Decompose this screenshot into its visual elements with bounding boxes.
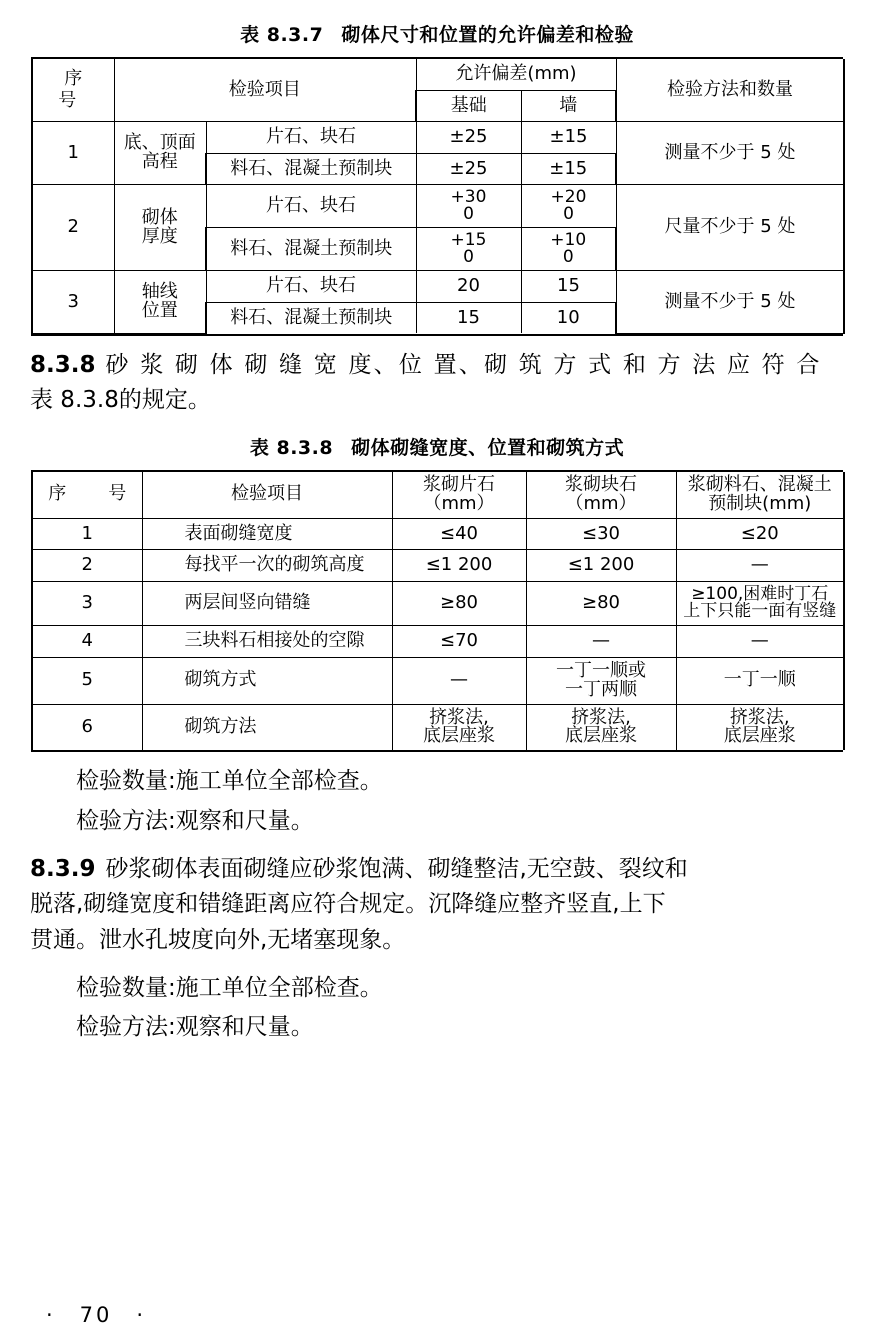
table-838-row5-c4-line2: 一丁两顺: [565, 678, 637, 700]
table-838-header-col4-line2: （mm）: [565, 492, 637, 514]
table-837-row1a-wall: ±15: [521, 122, 616, 154]
table-838-row5-c4-line1: 一丁一顺或: [556, 659, 646, 681]
table-837-row3a-wall: 15: [521, 271, 616, 303]
table-row: [32, 59, 844, 90]
notes-838-method: 检验方法:观察和尺量。: [76, 807, 314, 834]
table-837-row1-method: 测量不少于 5 处: [616, 122, 844, 185]
table-838-row4-seq: 4: [32, 626, 142, 658]
table-837-row2b-base: [416, 228, 521, 271]
table-row: [32, 550, 844, 582]
table-837-row1-group-line2: 高程: [141, 151, 178, 172]
table-837-row1a-item: 片石、块石: [206, 122, 416, 154]
table-837-row2b-base-bottom: 0: [463, 247, 474, 267]
table-837-row1b-wall: ±15: [521, 153, 616, 185]
table-837-row1b-item: 料石、混凝土预制块: [206, 153, 416, 185]
table-838-row4-c3: ≤70: [392, 626, 526, 658]
table-837-row2a-base: [416, 185, 521, 228]
page-number: · 70 ·: [46, 1303, 147, 1327]
table-838-row3-c5: [676, 581, 844, 626]
table-837-row1-seq: 1: [32, 122, 114, 185]
table-838-row2-c4: ≤1 200: [526, 550, 676, 582]
table-837-row2-seq: 2: [32, 185, 114, 271]
table-837-row2a-base-top: +30: [450, 187, 487, 207]
table-838-row6-c5: [676, 704, 844, 750]
table-837-row2-group: [114, 185, 206, 271]
clause-839: [30, 852, 844, 959]
table-837-header-seq-label: 序 号: [58, 67, 125, 111]
table-837-caption-text: 砌体尺寸和位置的允许偏差和检验: [341, 24, 634, 46]
table-837-header-base: 基础: [416, 90, 521, 122]
table-837-caption-number: 表 8.3.7: [240, 24, 324, 46]
table-838-row5-seq: 5: [32, 657, 142, 704]
table-row: [32, 704, 844, 750]
table-837-row2a-base-bottom: 0: [463, 204, 474, 224]
table-837-row2a-wall-bottom: 0: [563, 204, 574, 224]
clause-839-line3: 贯通。泄水孔坡度向外,无堵塞现象。: [30, 926, 406, 953]
table-838-row2-item: 每找平一次的砌筑高度: [142, 550, 392, 582]
table-837: [31, 59, 845, 334]
table-837-row1b-base: ±25: [416, 153, 521, 185]
table-838-row5-c4: [526, 657, 676, 704]
table-837-row2b-base-top: +15: [450, 230, 487, 250]
table-837-row2b-wall: [521, 228, 616, 271]
table-838-header-col4-line1: 浆砌块石: [565, 473, 637, 495]
table-837-header-tolerance: 允许偏差(mm): [416, 59, 616, 90]
table-838-header-col3-line2: （mm）: [423, 492, 495, 514]
clause-839-line1: 砂浆砌体表面砌缝应砂浆饱满、砌缝整洁,无空鼓、裂纹和: [105, 855, 688, 882]
clause-839-number: 8.3.9: [30, 855, 96, 882]
table-838-row1-c3: ≤40: [392, 518, 526, 550]
notes-839-quantity: 检验数量:施工单位全部检查。: [76, 974, 383, 1001]
table-837-row2a-wall: [521, 185, 616, 228]
table-838-wrapper: [31, 470, 843, 753]
table-row: [32, 518, 844, 550]
table-838-row6-c4-line2: 底层座浆: [565, 725, 637, 747]
notes-838-quantity: 检验数量:施工单位全部检查。: [76, 768, 383, 795]
table-838-header-col3: [392, 472, 526, 518]
table-838-row2-c5: —: [676, 550, 844, 582]
notes-839-method: 检验方法:观察和尺量。: [76, 1014, 314, 1041]
table-838-caption-text: 砌体砌缝宽度、位置和砌筑方式: [351, 436, 625, 459]
clause-839-line2: 脱落,砌缝宽度和错缝距离应符合规定。沉降缝应整齐竖直,上下: [30, 891, 666, 918]
table-838-header-col5: [676, 472, 844, 518]
table-838-row1-c4: ≤30: [526, 518, 676, 550]
table-837-row3b-base: 15: [416, 302, 521, 333]
table-837-row3-seq: 3: [32, 271, 114, 334]
table-838-row4-c5: —: [676, 626, 844, 658]
table-838-header-col5-line2: 预制块(mm): [708, 492, 812, 514]
table-838-row4-item: 三块料石相接处的空隙: [142, 626, 392, 658]
table-838-row6-seq: 6: [32, 704, 142, 750]
table-838-row4-c4: —: [526, 626, 676, 658]
table-837-row3a-base: 20: [416, 271, 521, 303]
table-837-row1-group-line1: 底、顶面: [123, 132, 196, 154]
table-837-row3-group-line2: 位置: [141, 299, 178, 321]
table-838-row5-c5: 一丁一顺: [676, 657, 844, 704]
table-838-row6-item: 砌筑方法: [142, 704, 392, 750]
table-838-row3-c5-line2: 上下只能一面有竖缝: [683, 601, 837, 622]
table-837-header-wall: 墙: [521, 90, 616, 122]
table-838-row5-item: 砌筑方式: [142, 657, 392, 704]
table-row: [32, 626, 844, 658]
table-838-row2-c3: ≤1 200: [392, 550, 526, 582]
table-row: [32, 472, 844, 518]
table-838-row1-seq: 1: [32, 518, 142, 550]
clause-838: [30, 348, 844, 419]
table-837-row2a-item: 片石、块石: [206, 185, 416, 228]
table-838-row6-c3-line1: 挤浆法,: [429, 706, 489, 728]
table-838-row6-c4-line1: 挤浆法,: [571, 706, 631, 728]
table-838-row6-c5-line2: 底层座浆: [723, 725, 796, 747]
table-838-row3-c3: ≥80: [392, 581, 526, 626]
table-838-row3-c5-line1: ≥100,困难时丁石: [691, 583, 829, 604]
table-837-row2b-item: 料石、混凝土预制块: [206, 228, 416, 271]
table-row: [32, 122, 844, 154]
table-838-caption-number: 表 8.3.8: [249, 436, 334, 459]
table-837-row3-group: [114, 271, 206, 334]
clause-838-number: 8.3.8: [30, 351, 96, 378]
table-838-header-item: 检验项目: [142, 472, 392, 518]
table-837-header-seq: [32, 59, 125, 122]
table-838-row6-c5-line1: 挤浆法,: [729, 706, 790, 728]
table-838-row6-c4: [526, 704, 676, 750]
table-838-row5-c3: —: [392, 657, 526, 704]
table-837-row1-group: [114, 122, 206, 185]
clause-838-line2: 表 8.3.8的规定。: [30, 387, 211, 414]
table-837-header-method: 检验方法和数量: [616, 59, 844, 122]
table-837-header-item: 检验项目: [114, 59, 416, 122]
table-837-caption: [30, 20, 844, 47]
table-838-header-col3-line1: 浆砌片石: [423, 473, 495, 495]
table-837-row3b-wall: 10: [521, 302, 616, 333]
table-838-header-seq: [32, 472, 142, 518]
table-row: [32, 657, 844, 704]
table-837-row2b-wall-top: +10: [550, 230, 587, 250]
table-838-row6-c3: [392, 704, 526, 750]
table-838-header-col4: [526, 472, 676, 518]
table-837-row3b-item: 料石、混凝土预制块: [206, 302, 416, 333]
table-837-row2a-wall-top: +20: [550, 187, 587, 207]
table-837-row2-group-line2: 厚度: [141, 225, 178, 247]
table-838-header-col5-line1: 浆砌料石、混凝土: [687, 473, 832, 495]
table-838: [31, 472, 845, 751]
table-837-row1a-base: ±25: [416, 122, 521, 154]
table-837-row2-method: 尺量不少于 5 处: [616, 185, 844, 271]
table-838-row6-c3-line2: 底层座浆: [423, 725, 495, 747]
table-838-row1-c5: ≤20: [676, 518, 844, 550]
table-838-row3-c4: ≥80: [526, 581, 676, 626]
table-838-row3-item: 两层间竖向错缝: [142, 581, 392, 626]
clause-838-line1: 砂 浆 砌 体 砌 缝 宽 度、位 置、砌 筑 方 式 和 方 法 应 符 合: [105, 351, 822, 378]
table-row: [32, 185, 844, 228]
table-837-row3-method: 测量不少于 5 处: [616, 271, 844, 334]
table-837-row2b-wall-bottom: 0: [562, 247, 574, 267]
table-838-caption: [30, 433, 844, 460]
table-row: [32, 581, 844, 626]
table-837-row2-group-line1: 砌体: [141, 206, 178, 228]
table-838-row3-seq: 3: [32, 581, 142, 626]
table-838-row2-seq: 2: [32, 550, 142, 582]
table-838-row1-item: 表面砌缝宽度: [142, 518, 392, 550]
table-row: [32, 271, 844, 303]
table-837-row3-group-line1: 轴线: [141, 280, 178, 302]
table-838-header-seq-label: 序 号: [48, 483, 139, 505]
table-837-wrapper: [31, 57, 843, 336]
table-837-row3a-item: 片石、块石: [206, 271, 416, 303]
